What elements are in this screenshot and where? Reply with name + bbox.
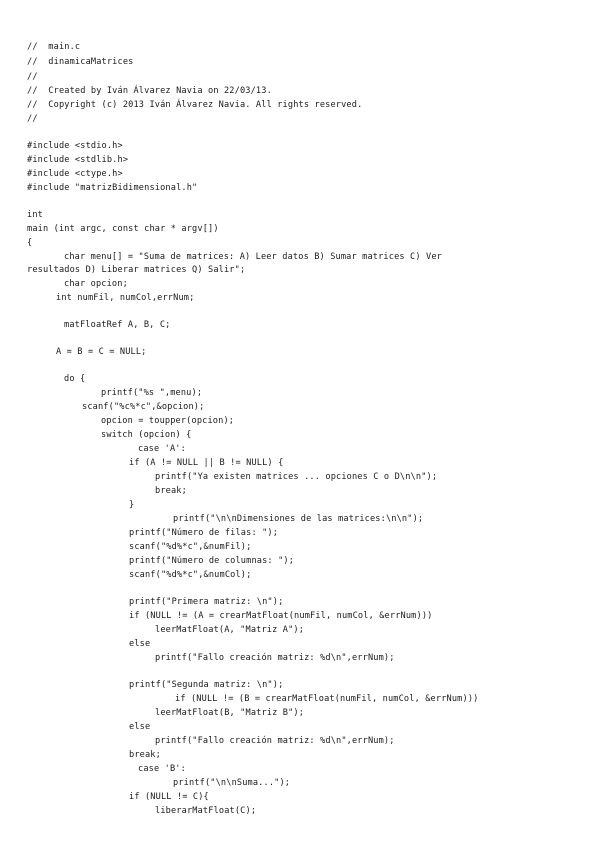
code-line: break; <box>129 750 161 760</box>
code-line: leerMatFloat(A, "Matriz A"); <box>155 625 305 635</box>
code-line: printf("%s ",menu); <box>101 388 203 398</box>
code-line: { <box>27 238 33 248</box>
code-line: liberarMatFloat(C); <box>155 806 257 816</box>
code-line: scanf("%c%*c",&opcion); <box>82 402 205 412</box>
code-line: else <box>129 722 151 732</box>
code-line: // Copyright (c) 2013 Iván Álvarez Navia. All rights reserved. <box>27 100 363 110</box>
code-line: if (NULL != (A = crearMatFloat(numFil, numCol, &errNum))) <box>129 611 433 621</box>
code-line: leerMatFloat(B, "Matriz B"); <box>155 708 305 718</box>
code-line: case 'B': <box>138 764 186 774</box>
code-line: printf("Fallo creación matriz: %d\n",errNum); <box>155 653 395 663</box>
code-line: // main.c <box>27 42 81 52</box>
code-line: resultados D) Liberar matrices Q) Salir"; <box>27 265 246 275</box>
code-line: // dinamicaMatrices <box>27 57 134 67</box>
code-line: A = B = C = NULL; <box>56 347 147 357</box>
code-line: main (int argc, const char * argv[]) <box>27 224 219 234</box>
code-line: opcion = toupper(opcion); <box>101 416 235 426</box>
code-line: char menu[] = "Suma de matrices: A) Leer datos B) Sumar matrices C) Ver <box>64 252 442 262</box>
code-line: printf("Ya existen matrices ... opciones C o D\n\n"); <box>155 472 438 482</box>
code-line: case 'A': <box>138 444 186 454</box>
code-line: printf("\n\nDimensiones de las matrices:\n\n"); <box>173 514 424 524</box>
code-line: break; <box>155 486 187 496</box>
code-line: do { <box>64 374 86 384</box>
code-line: #include <stdio.h> <box>27 141 123 151</box>
code-line: switch (opcion) { <box>101 430 192 440</box>
code-line: int <box>27 210 43 220</box>
code-line: if (NULL != C){ <box>129 792 209 802</box>
code-line: printf("Número de columnas: "); <box>129 556 295 566</box>
code-line: if (A != NULL || B != NULL) { <box>129 458 284 468</box>
code-line: #include <stdlib.h> <box>27 155 129 165</box>
code-line: scanf("%d%*c",&numCol); <box>129 570 252 580</box>
code-line: int numFil, numCol,errNum; <box>56 293 195 303</box>
code-line: printf("Segunda matriz: \n"); <box>129 680 284 690</box>
code-line: // <box>27 72 38 82</box>
code-line: char opcion; <box>64 279 128 289</box>
code-line: printf("\n\nSuma..."); <box>173 778 291 788</box>
code-line: else <box>129 639 151 649</box>
code-line: // <box>27 114 38 124</box>
code-line: // Created by Iván Álvarez Navia on 22/03/13. <box>27 86 272 96</box>
code-line: #include <ctype.h> <box>27 169 123 179</box>
code-line: if (NULL != (B = crearMatFloat(numFil, numCol, &errNum))) <box>175 694 479 704</box>
code-line: printf("Primera matriz: \n"); <box>129 597 284 607</box>
code-line: matFloatRef A, B, C; <box>64 320 171 330</box>
code-line: printf("Número de filas: "); <box>129 528 279 538</box>
code-line: #include "matrizBidimensional.h" <box>27 183 198 193</box>
code-line: printf("Fallo creación matriz: %d\n",errNum); <box>155 736 395 746</box>
code-line: } <box>129 500 135 510</box>
code-line: scanf("%d%*c",&numFil); <box>129 542 252 552</box>
